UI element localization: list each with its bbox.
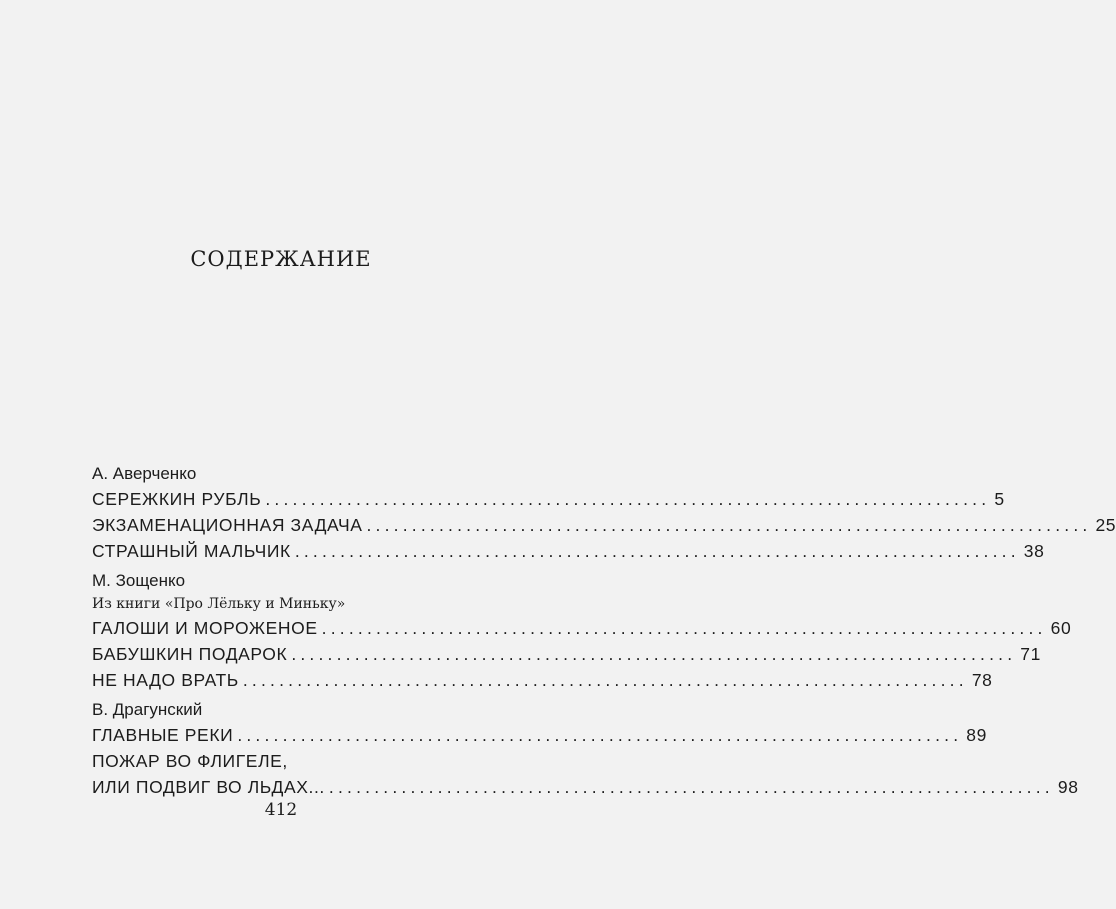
dot-leader: ................................................................................ [328, 777, 1054, 797]
dot-leader: ................................................................................ [321, 618, 1047, 638]
entry-page: 71 [1020, 644, 1041, 664]
entry-title: БАБУШКИН ПОДАРОК [92, 644, 288, 664]
entry-title: СЕРЕЖКИН РУБЛЬ [92, 489, 262, 509]
entry-page: 98 [1057, 777, 1079, 797]
author-name: А. Аверченко [92, 464, 197, 483]
entry-title: ЭКЗАМЕНАЦИОННАЯ ЗАДАЧА [92, 515, 363, 535]
dot-leader: ................................................................................ [237, 725, 963, 745]
dot-leader: ................................................................................ [291, 644, 1017, 664]
table-of-contents [92, 462, 1116, 800]
entry-title: ГЛАВНЫЕ РЕКИ [92, 725, 234, 745]
page-title: СОДЕРЖАНИЕ [190, 247, 372, 271]
entry-page: 78 [971, 670, 993, 690]
page-number: 412 [264, 800, 298, 820]
entry-page: 5 [994, 489, 1005, 509]
toc-entry [92, 774, 1079, 800]
entry-page: 25 [1095, 515, 1116, 535]
entry-title: ГАЛОШИ И МОРОЖЕНОЕ [92, 618, 318, 638]
entry-title: СТРАШНЫЙ МАЛЬЧИК [92, 541, 291, 561]
book-source-note: Из книги «Про Лёльку и Миньку» [92, 596, 346, 612]
dot-leader: ................................................................................ [366, 515, 1092, 535]
dot-leader: ................................................................................ [294, 541, 1020, 561]
toc-entry [92, 641, 1041, 667]
dot-leader: ................................................................................ [265, 489, 991, 509]
entry-page: 60 [1050, 618, 1072, 638]
toc-entry [92, 722, 987, 748]
author-name: М. Зощенко [92, 571, 186, 590]
entry-page: 89 [966, 725, 987, 745]
author-name: В. Драгунский [92, 700, 203, 719]
entry-title-line: ПОЖАР ВО ФЛИГЕЛЕ, [92, 751, 288, 771]
entry-title: ИЛИ ПОДВИГ ВО ЛЬДАХ... [92, 777, 325, 797]
toc-entry [92, 615, 1072, 641]
toc-entry [92, 512, 1116, 538]
entry-title: НЕ НАДО ВРАТЬ [92, 670, 239, 690]
entry-page: 38 [1023, 541, 1045, 561]
toc-entry [92, 486, 1005, 512]
toc-entry [92, 667, 993, 693]
toc-entry [92, 538, 1045, 564]
dot-leader: ................................................................................ [242, 670, 968, 690]
